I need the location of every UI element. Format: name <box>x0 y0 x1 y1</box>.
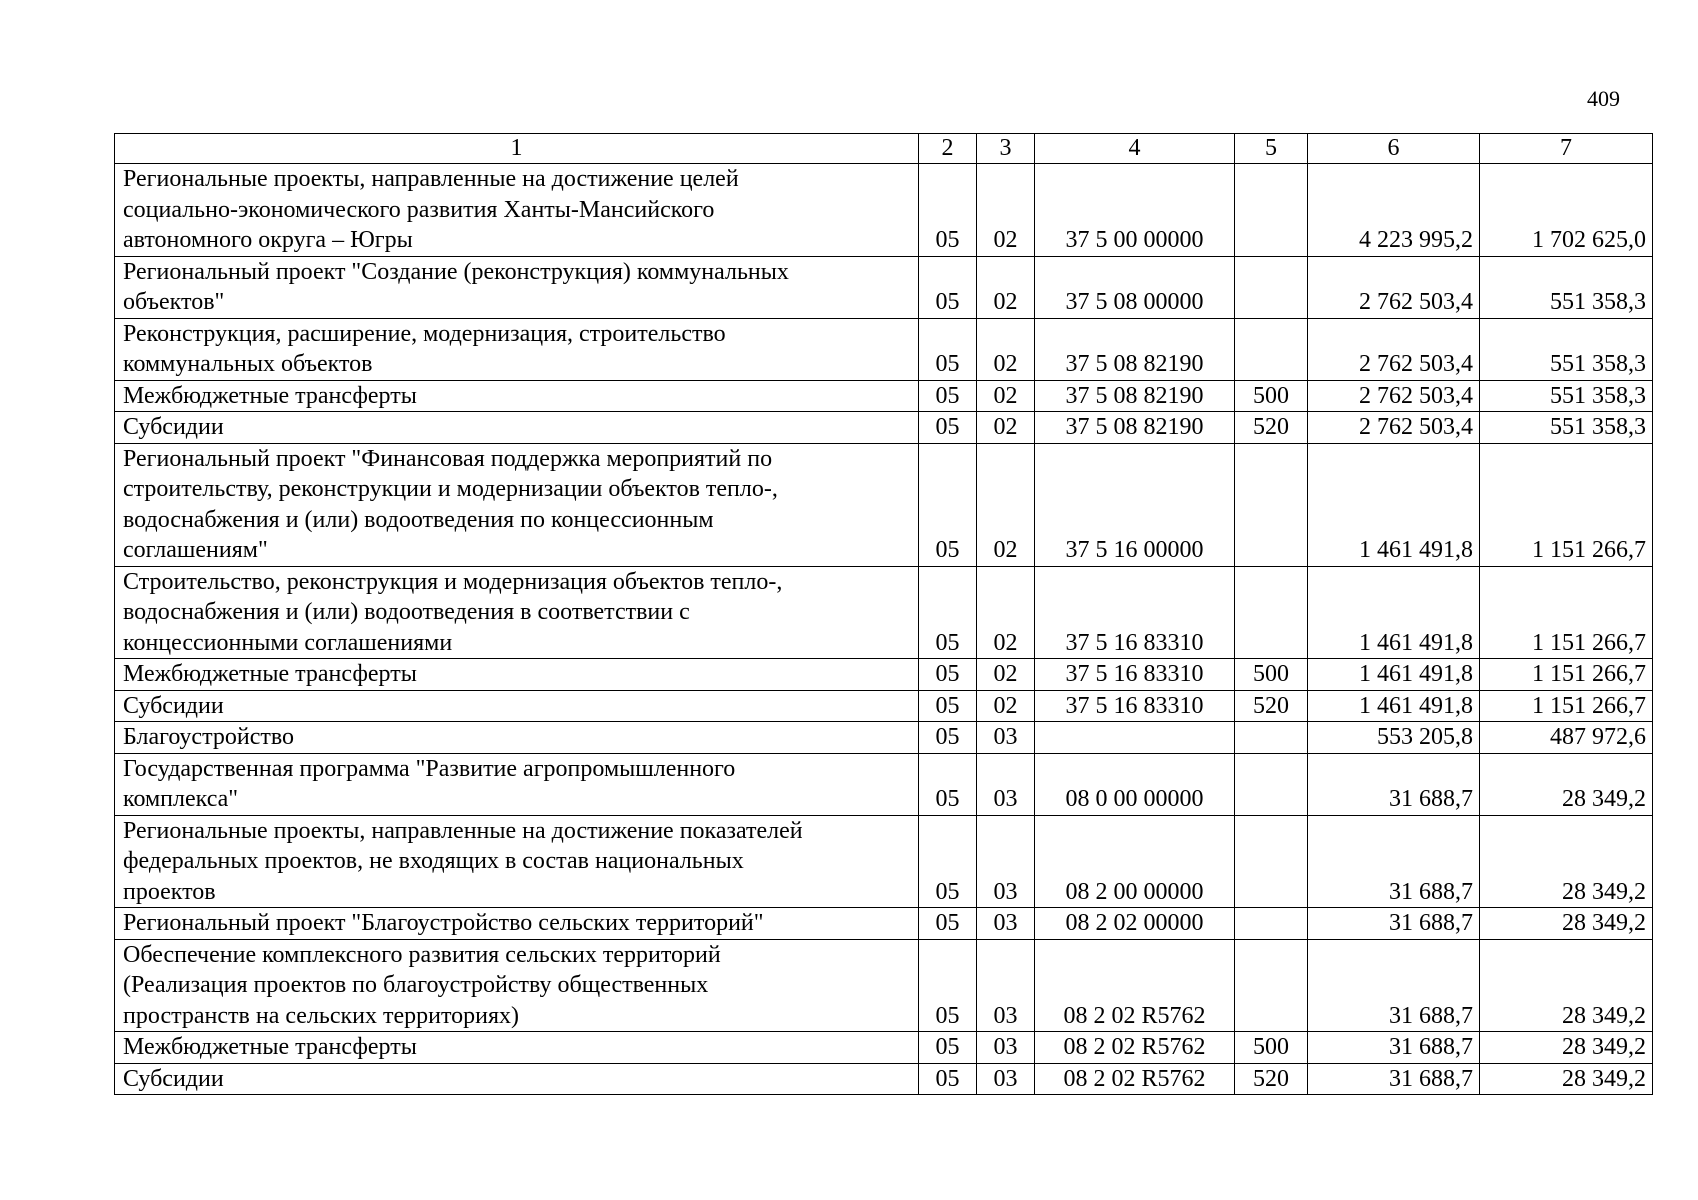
row-amount-2: 1 151 266,7 <box>1480 690 1653 722</box>
row-subsection: 03 <box>977 753 1035 815</box>
row-amount-1: 31 688,7 <box>1308 908 1480 940</box>
row-section: 05 <box>919 722 977 754</box>
row-amount-2: 1 151 266,7 <box>1480 443 1653 566</box>
table-row <box>115 908 1653 940</box>
row-amount-2: 28 349,2 <box>1480 815 1653 908</box>
row-amount-1: 31 688,7 <box>1308 939 1480 1032</box>
row-expense-type: 520 <box>1235 412 1308 444</box>
row-target-article: 37 5 00 00000 <box>1035 164 1235 257</box>
row-amount-1: 31 688,7 <box>1308 815 1480 908</box>
row-name: Строительство, реконструкция и модернизация объектов тепло-, водоснабжения и (или) водоотведения в соответствии с концессионными соглашениями <box>115 566 919 659</box>
table-header <box>115 134 1653 164</box>
row-amount-1: 553 205,8 <box>1308 722 1480 754</box>
row-subsection: 02 <box>977 256 1035 318</box>
row-subsection: 02 <box>977 690 1035 722</box>
table-row <box>115 690 1653 722</box>
header-col-2: 2 <box>919 134 977 164</box>
header-col-5: 5 <box>1235 134 1308 164</box>
row-name: Субсидии <box>115 412 919 444</box>
row-subsection: 03 <box>977 939 1035 1032</box>
row-expense-type <box>1235 443 1308 566</box>
row-amount-2: 487 972,6 <box>1480 722 1653 754</box>
table-row <box>115 256 1653 318</box>
row-name: Межбюджетные трансферты <box>115 659 919 691</box>
row-amount-1: 1 461 491,8 <box>1308 443 1480 566</box>
row-target-article: 37 5 08 82190 <box>1035 412 1235 444</box>
row-expense-type: 520 <box>1235 1063 1308 1095</box>
row-amount-1: 2 762 503,4 <box>1308 380 1480 412</box>
table-row <box>115 1032 1653 1064</box>
row-amount-1: 1 461 491,8 <box>1308 659 1480 691</box>
row-name: Субсидии <box>115 690 919 722</box>
row-amount-2: 551 358,3 <box>1480 412 1653 444</box>
row-target-article: 37 5 08 82190 <box>1035 318 1235 380</box>
row-expense-type <box>1235 256 1308 318</box>
row-expense-type <box>1235 164 1308 257</box>
row-subsection: 02 <box>977 443 1035 566</box>
row-amount-2: 28 349,2 <box>1480 939 1653 1032</box>
row-amount-2: 1 702 625,0 <box>1480 164 1653 257</box>
row-amount-1: 31 688,7 <box>1308 1032 1480 1064</box>
row-name: Региональный проект "Создание (реконструкция) коммунальных объектов" <box>115 256 919 318</box>
row-subsection: 02 <box>977 380 1035 412</box>
row-name: Благоустройство <box>115 722 919 754</box>
row-name: Обеспечение комплексного развития сельских территорий (Реализация проектов по благоустройству общественных пространств на сельских территориях) <box>115 939 919 1032</box>
row-amount-2: 28 349,2 <box>1480 753 1653 815</box>
row-amount-1: 1 461 491,8 <box>1308 566 1480 659</box>
row-section: 05 <box>919 939 977 1032</box>
row-section: 05 <box>919 1063 977 1095</box>
row-amount-2: 28 349,2 <box>1480 1032 1653 1064</box>
row-subsection: 02 <box>977 318 1035 380</box>
row-expense-type: 500 <box>1235 659 1308 691</box>
table-row <box>115 659 1653 691</box>
row-amount-1: 4 223 995,2 <box>1308 164 1480 257</box>
row-target-article: 08 2 02 R5762 <box>1035 939 1235 1032</box>
row-section: 05 <box>919 1032 977 1064</box>
row-amount-2: 1 151 266,7 <box>1480 659 1653 691</box>
row-expense-type <box>1235 753 1308 815</box>
row-name: Региональный проект "Благоустройство сельских территорий" <box>115 908 919 940</box>
row-name: Региональные проекты, направленные на достижение показателей федеральных проектов, не входящих в состав национальных проектов <box>115 815 919 908</box>
table-row <box>115 380 1653 412</box>
row-name: Государственная программа "Развитие агропромышленного комплекса" <box>115 753 919 815</box>
table-row <box>115 443 1653 566</box>
budget-table <box>114 133 1653 1095</box>
row-section: 05 <box>919 412 977 444</box>
header-col-7: 7 <box>1480 134 1653 164</box>
row-target-article: 37 5 16 83310 <box>1035 566 1235 659</box>
table-row <box>115 566 1653 659</box>
table-row <box>115 164 1653 257</box>
row-expense-type <box>1235 908 1308 940</box>
row-expense-type <box>1235 318 1308 380</box>
row-amount-1: 2 762 503,4 <box>1308 256 1480 318</box>
table-row <box>115 318 1653 380</box>
row-section: 05 <box>919 690 977 722</box>
row-amount-2: 551 358,3 <box>1480 256 1653 318</box>
row-name: Региональный проект "Финансовая поддержка мероприятий по строительству, реконструкции и модернизации объектов тепло-, водоснабжения и (или) водоотведения по концессионным соглашениям" <box>115 443 919 566</box>
table-row <box>115 939 1653 1032</box>
row-expense-type <box>1235 939 1308 1032</box>
header-row <box>115 134 1653 164</box>
row-subsection: 03 <box>977 1063 1035 1095</box>
row-expense-type: 520 <box>1235 690 1308 722</box>
row-name: Реконструкция, расширение, модернизация, строительство коммунальных объектов <box>115 318 919 380</box>
row-target-article: 37 5 16 83310 <box>1035 659 1235 691</box>
table-row <box>115 412 1653 444</box>
table-row <box>115 1063 1653 1095</box>
row-target-article: 37 5 08 00000 <box>1035 256 1235 318</box>
row-subsection: 02 <box>977 164 1035 257</box>
row-target-article: 37 5 08 82190 <box>1035 380 1235 412</box>
row-amount-1: 2 762 503,4 <box>1308 318 1480 380</box>
row-target-article: 37 5 16 00000 <box>1035 443 1235 566</box>
row-amount-1: 31 688,7 <box>1308 753 1480 815</box>
row-target-article: 37 5 16 83310 <box>1035 690 1235 722</box>
row-name: Региональные проекты, направленные на достижение целей социально-экономического развития Ханты-Мансийского автономного округа – Югры <box>115 164 919 257</box>
row-expense-type <box>1235 815 1308 908</box>
row-expense-type <box>1235 722 1308 754</box>
header-col-6: 6 <box>1308 134 1480 164</box>
row-subsection: 02 <box>977 566 1035 659</box>
row-amount-2: 551 358,3 <box>1480 318 1653 380</box>
row-section: 05 <box>919 380 977 412</box>
row-target-article: 08 2 02 00000 <box>1035 908 1235 940</box>
row-target-article: 08 2 02 R5762 <box>1035 1032 1235 1064</box>
row-target-article <box>1035 722 1235 754</box>
table-row <box>115 722 1653 754</box>
row-section: 05 <box>919 318 977 380</box>
row-subsection: 02 <box>977 659 1035 691</box>
page-number: 409 <box>1587 86 1620 111</box>
table-row <box>115 815 1653 908</box>
row-name: Межбюджетные трансферты <box>115 1032 919 1064</box>
row-amount-2: 28 349,2 <box>1480 908 1653 940</box>
row-section: 05 <box>919 443 977 566</box>
header-col-4: 4 <box>1035 134 1235 164</box>
row-section: 05 <box>919 908 977 940</box>
row-target-article: 08 2 00 00000 <box>1035 815 1235 908</box>
row-section: 05 <box>919 815 977 908</box>
row-amount-2: 551 358,3 <box>1480 380 1653 412</box>
row-subsection: 03 <box>977 815 1035 908</box>
row-expense-type: 500 <box>1235 1032 1308 1064</box>
row-amount-1: 1 461 491,8 <box>1308 690 1480 722</box>
row-section: 05 <box>919 164 977 257</box>
row-section: 05 <box>919 566 977 659</box>
row-amount-2: 28 349,2 <box>1480 1063 1653 1095</box>
row-name: Межбюджетные трансферты <box>115 380 919 412</box>
row-section: 05 <box>919 256 977 318</box>
row-target-article: 08 2 02 R5762 <box>1035 1063 1235 1095</box>
table-row <box>115 753 1653 815</box>
row-expense-type: 500 <box>1235 380 1308 412</box>
row-expense-type <box>1235 566 1308 659</box>
row-section: 05 <box>919 753 977 815</box>
row-subsection: 02 <box>977 412 1035 444</box>
row-amount-1: 31 688,7 <box>1308 1063 1480 1095</box>
header-col-1: 1 <box>115 134 919 164</box>
row-subsection: 03 <box>977 1032 1035 1064</box>
header-col-3: 3 <box>977 134 1035 164</box>
row-section: 05 <box>919 659 977 691</box>
row-subsection: 03 <box>977 722 1035 754</box>
row-amount-1: 2 762 503,4 <box>1308 412 1480 444</box>
table-body <box>115 164 1653 1095</box>
row-name: Субсидии <box>115 1063 919 1095</box>
row-amount-2: 1 151 266,7 <box>1480 566 1653 659</box>
row-target-article: 08 0 00 00000 <box>1035 753 1235 815</box>
row-subsection: 03 <box>977 908 1035 940</box>
